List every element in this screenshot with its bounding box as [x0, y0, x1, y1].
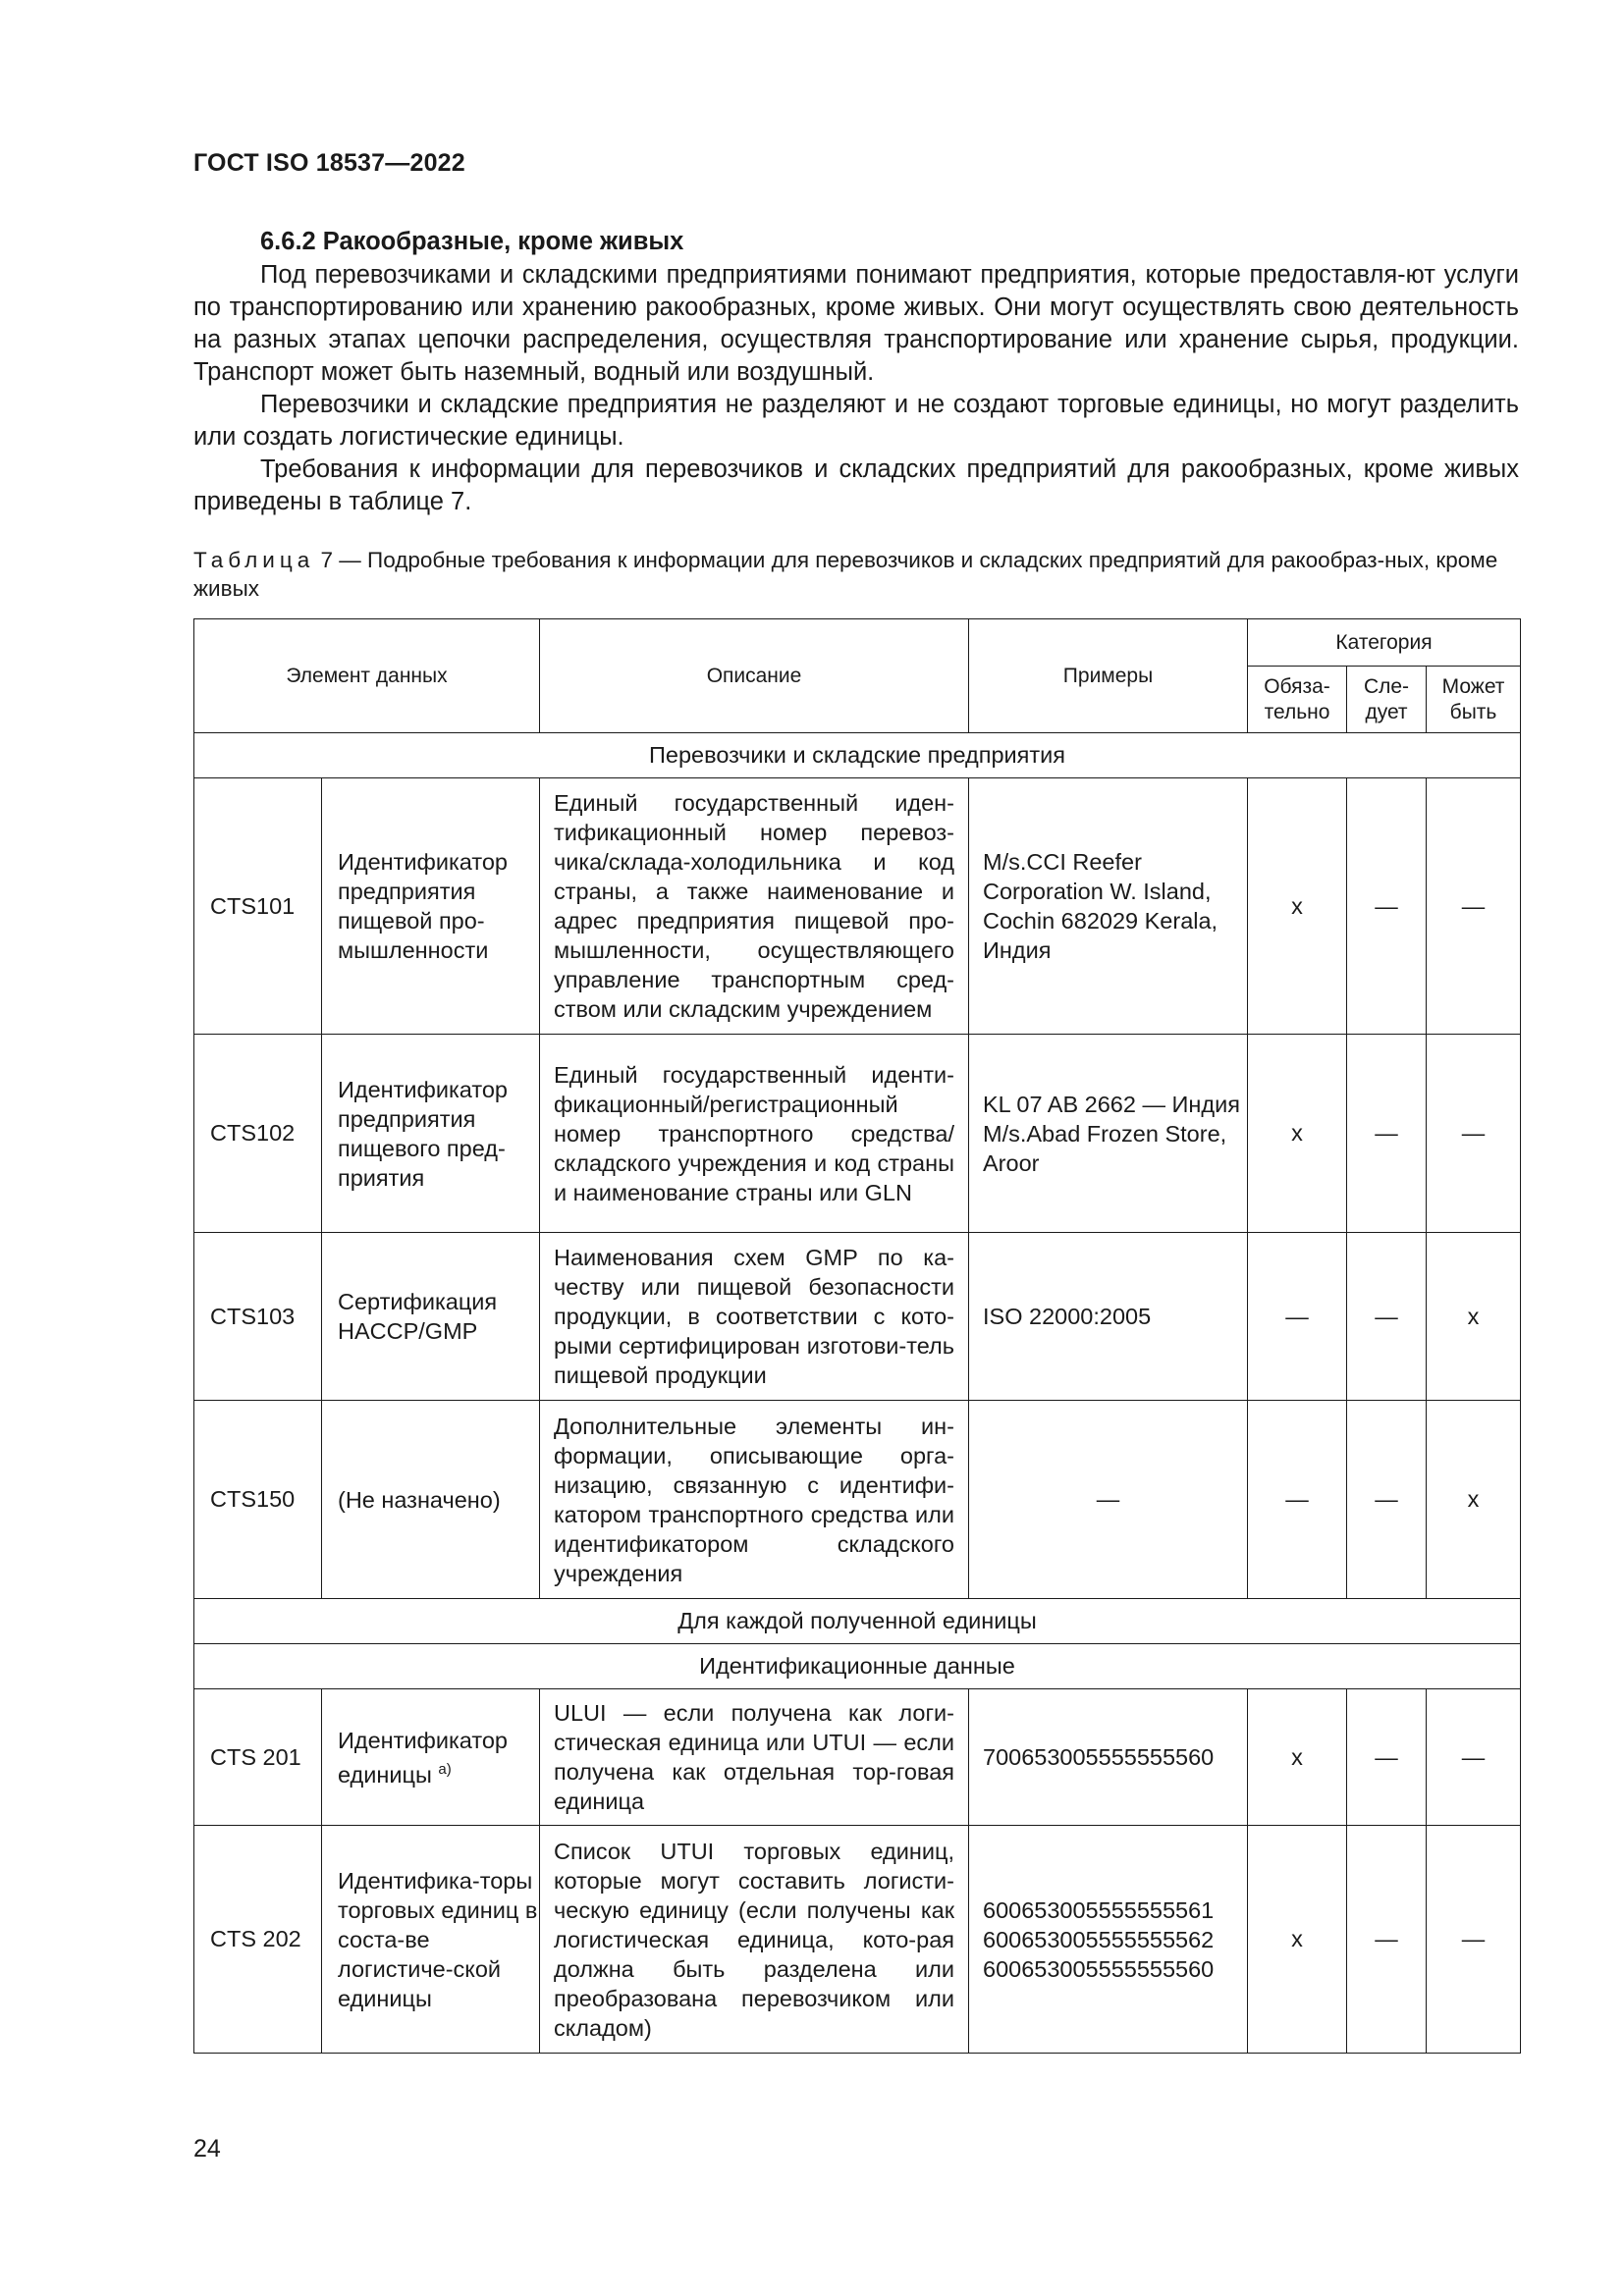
section-row — [194, 1644, 1521, 1689]
section-row — [194, 733, 1521, 778]
row-may: — — [1427, 1826, 1521, 2054]
row-code: CTS 202 — [194, 1826, 322, 2054]
row-mandatory: — — [1248, 1233, 1347, 1401]
header-description: Описание — [540, 619, 969, 733]
document-header: ГОСТ ISO 18537—2022 — [193, 149, 465, 177]
table-row — [194, 1826, 1521, 2054]
section-identification: Идентификационные данные — [194, 1644, 1521, 1689]
row-example: ISO 22000:2005 — [969, 1233, 1248, 1401]
row-should: — — [1347, 778, 1427, 1035]
page-number: 24 — [193, 2135, 221, 2163]
row-mandatory: x — [1248, 1689, 1347, 1826]
row-description: Список UTUI торговых единиц, которые могут составить логисти-ческую единицу (если получены как логистическая единица, кото-рая должна быть разделена или преобразована перевозчиком или складом) — [540, 1826, 969, 2054]
row-mandatory: x — [1248, 778, 1347, 1035]
row-name: Идентифика-торы торговых единиц в соста-ве логистиче-ской единицы — [322, 1826, 540, 2054]
row-name: Идентификатор предприятия пищевой про-мышленности — [322, 778, 540, 1035]
row-example: KL 07 AB 2662 — Индия M/s.Abad Frozen Store, Aroor — [969, 1035, 1248, 1233]
row-name: Идентификатор предприятия пищевого пред-приятия — [322, 1035, 540, 1233]
footnote-mark: а) — [438, 1760, 452, 1778]
requirements-table — [193, 618, 1521, 2054]
row-code: CTS 201 — [194, 1689, 322, 1826]
section-each-unit: Для каждой полученной единицы — [194, 1599, 1521, 1644]
row-may: — — [1427, 778, 1521, 1035]
header-mandatory: Обяза-тельно — [1248, 667, 1347, 733]
table-header-row — [194, 619, 1521, 667]
row-example: M/s.CCI Reefer Corporation W. Island, Cochin 682029 Kerala, Индия — [969, 778, 1248, 1035]
row-should: — — [1347, 1035, 1427, 1233]
row-may: — — [1427, 1035, 1521, 1233]
row-may: x — [1427, 1233, 1521, 1401]
header-may: Может быть — [1427, 667, 1521, 733]
row-name: (Не назначено) — [322, 1401, 540, 1599]
header-examples: Примеры — [969, 619, 1248, 733]
table-caption-label: Таблица — [193, 548, 315, 572]
row-mandatory: x — [1248, 1035, 1347, 1233]
row-description: ULUI — если получена как логи-стическая единица или UTUI — если получена как отдельная тор-говая единица — [540, 1689, 969, 1826]
row-mandatory: — — [1248, 1401, 1347, 1599]
paragraph-3: Требования к информации для перевозчиков и складских предприятий для ракообразных, кроме живых приведены в таблице 7. — [193, 455, 1519, 515]
section-carriers: Перевозчики и складские предприятия — [194, 733, 1521, 778]
row-code: CTS102 — [194, 1035, 322, 1233]
row-should: — — [1347, 1689, 1427, 1826]
row-name-text: Идентификатор единицы — [338, 1727, 508, 1788]
body-text — [193, 259, 1519, 518]
row-should: — — [1347, 1233, 1427, 1401]
row-should: — — [1347, 1401, 1427, 1599]
section-row — [194, 1599, 1521, 1644]
section-title: 6.6.2 Ракообразные, кроме живых — [260, 228, 684, 255]
table-row — [194, 1689, 1521, 1826]
row-name: Сертификация HACCP/GMP — [322, 1233, 540, 1401]
row-code: CTS101 — [194, 778, 322, 1035]
table-caption — [193, 546, 1521, 603]
row-name — [322, 1689, 540, 1826]
table-row — [194, 1401, 1521, 1599]
row-example: 600653005555555561 600653005555555562 600653005555555560 — [969, 1826, 1248, 2054]
header-category: Категория — [1248, 619, 1521, 667]
row-example: 700653005555555560 — [969, 1689, 1248, 1826]
table-row — [194, 1233, 1521, 1401]
row-may: x — [1427, 1401, 1521, 1599]
row-description: Дополнительные элементы ин-формации, описывающие орга-низацию, связанную с идентифи-катором транспортного средства или идентификатором складского учреждения — [540, 1401, 969, 1599]
paragraph-1: Под перевозчиками и складскими предприятиями понимают предприятия, которые предоставля-ют услуги по транспортированию или хранению ракообразных, кроме живых. Они могут осуществлять свою деятельность на разных этапах цепочки распределения, осуществляя транспортирование или хранение сырья, продукции. Транспорт может быть наземный, водный или воздушный. — [193, 261, 1519, 386]
row-example: — — [969, 1401, 1248, 1599]
table-row — [194, 1035, 1521, 1233]
table-caption-text: 7 — Подробные требования к информации для перевозчиков и складских предприятий для ракообраз-ных, кроме живых — [193, 548, 1498, 601]
row-description: Единый государственный иден-тификационный номер перевоз-чика/склада-холодильника и код страны, а также наименование и адрес предприятия пищевой про-мышленности, осуществляющего управление транспортным сред-ством или складским учреждением — [540, 778, 969, 1035]
row-description: Единый государственный иденти-фикационный/регистрационный номер транспортного средства/ складского учреждения и код страны и наименование страны или GLN — [540, 1035, 969, 1233]
row-mandatory: x — [1248, 1826, 1347, 2054]
row-should: — — [1347, 1826, 1427, 2054]
header-should: Сле-дует — [1347, 667, 1427, 733]
row-may: — — [1427, 1689, 1521, 1826]
row-code: CTS103 — [194, 1233, 322, 1401]
paragraph-2: Перевозчики и складские предприятия не разделяют и не создают торговые единицы, но могут разделить или создать логистические единицы. — [193, 391, 1519, 451]
row-code: CTS150 — [194, 1401, 322, 1599]
header-element: Элемент данных — [194, 619, 540, 733]
row-description: Наименования схем GMP по ка-честву или пищевой безопасности продукции, в соответствии с кото-рыми сертифицирован изготови-тель пищевой продукции — [540, 1233, 969, 1401]
table-row — [194, 778, 1521, 1035]
